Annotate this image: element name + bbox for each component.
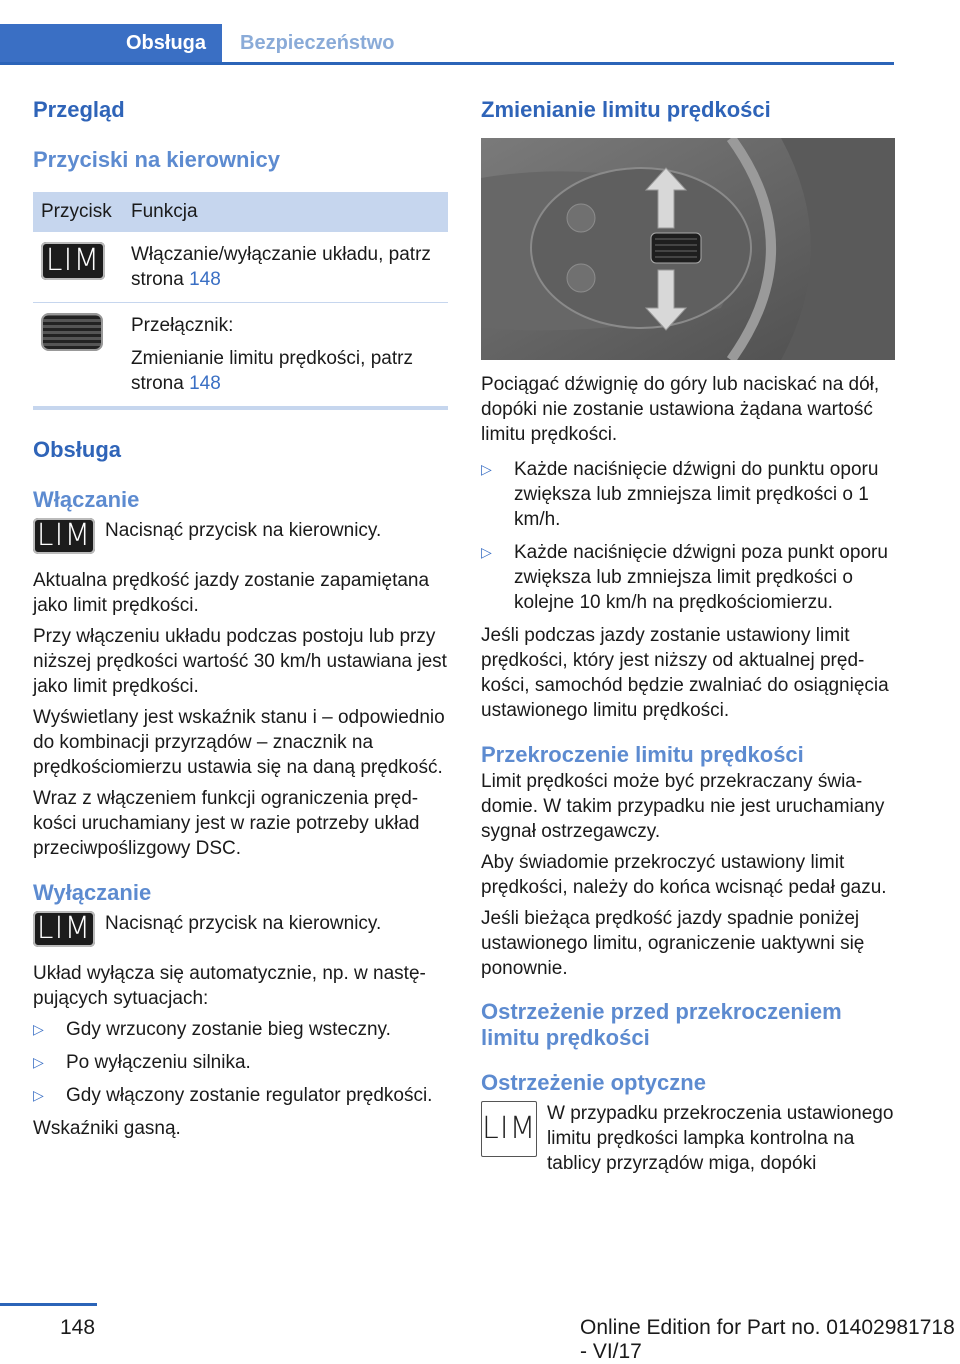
table-header-przycisk: Przycisk: [33, 192, 123, 232]
heading-wlaczanie: Włączanie: [33, 487, 140, 512]
table-header-funkcja: Funkcja: [123, 192, 448, 232]
heading-przeglad: Przegląd: [33, 97, 125, 122]
row1-page-link[interactable]: 148: [189, 269, 221, 290]
list-item: ▷ Każde naciśnięcie dźwigni do punktu oporu zwiększa lub zmniejsza limit prędkości o 1 km/h.: [481, 457, 895, 532]
tab-bezpieczenstwo[interactable]: Bezpieczeństwo: [240, 32, 395, 54]
right-column: [481, 96, 895, 1176]
section-tabs: [0, 24, 894, 65]
optyczne-instruction: [481, 1101, 895, 1176]
heading-zmienianie: Zmienianie limitu prędkości: [481, 97, 771, 122]
heading-ostrzezenie: Ostrzeżenie przed przekroczeniem limitu prędkości: [481, 999, 842, 1050]
heading-przyciski: Przyciski na kierownicy: [33, 147, 281, 172]
buttons-table: [33, 192, 448, 410]
paragraph: Limit prędkości może być przekraczany świadomie. W takim przypadku nie jest uruchamiany sygnał ostrzegawczy.: [481, 771, 885, 842]
bullet-list: [33, 1017, 448, 1108]
row2-text: Zmienianie limitu prędkości, patrz strona: [131, 348, 413, 394]
page-number: 148: [60, 1316, 96, 1339]
paragraph: Jeśli bieżąca prędkość jazdy spadnie poniżej ustawionego limitu, ograniczenie uaktywni się ponownie.: [481, 908, 865, 979]
paragraph: Wraz z włączeniem funkcji ograniczenia prędkości uruchamiany jest w razie potrzeby układ przeciwpoślizgowy DSC.: [33, 788, 420, 859]
optyczne-text: W przypadku przekroczenia ustawionego limitu prędkości lampka kontrolna na tablicy przyrządów miga, dopóki: [547, 1103, 894, 1174]
paragraph: Aby świadomie przekroczyć ustawiony limit prędkości, należy do końca wcisnąć pedał gazu.: [481, 852, 887, 898]
paragraph: Jeśli podczas jazdy zostanie ustawiony limit prędkości, który jest niższy od aktualnej prędkości, samochód będzie zwalniać do osiągnięcia ustawionego limitu prędkości.: [481, 625, 889, 721]
paragraph: Wskaźniki gasną.: [33, 1118, 181, 1139]
paragraph: Wyświetlany jest wskaźnik stanu i – odpowiednio do kombinacji przyrządów – znacznik na prędkościomierzu ustawia się na daną prędkość.: [33, 707, 445, 778]
row2-page-link[interactable]: 148: [189, 373, 221, 394]
list-item: ▷ Gdy włączony zostanie regulator prędkości.: [33, 1083, 448, 1108]
rocker-switch-icon: [41, 313, 103, 351]
heading-obsluga: Obsługa: [33, 437, 122, 462]
row2-title: Przełącznik:: [131, 315, 234, 336]
wylaczanie-instruction: [33, 911, 448, 947]
footer-rule: [0, 1303, 97, 1306]
steering-wheel-illustration: [481, 138, 895, 360]
steering-wheel-photo: [481, 138, 895, 360]
paragraph: Układ wyłącza się automatycznie, np. w następujących sytuacjach:: [33, 963, 426, 1009]
bullet-list: [481, 457, 895, 615]
edition-note: Online Edition for Part no. 01402981718 - VI/17: [580, 1316, 955, 1363]
heading-optyczne: Ostrzeżenie optyczne: [481, 1070, 706, 1095]
lim-button-icon: LIM: [41, 242, 105, 280]
paragraph: Przy włączeniu układu podczas postoju lub przy niższej prędkości wartość 30 km/h ustawiana jest jako limit prędkości.: [33, 626, 447, 697]
tab-obsluga[interactable]: Obsługa: [0, 24, 222, 62]
row1-text: Włączanie/wyłączanie układu, patrz strona: [131, 244, 431, 290]
table-row: [33, 232, 448, 303]
left-column: [33, 96, 448, 1147]
list-item: ▷ Po wyłączeniu silnika.: [33, 1050, 448, 1075]
heading-przekroczenie: Przekroczenie limitu prędkości: [481, 742, 804, 767]
table-row: [33, 303, 448, 409]
heading-wylaczanie: Wyłączanie: [33, 880, 152, 905]
wylaczanie-text: Nacisnąć przycisk na kierownicy.: [105, 913, 382, 934]
lim-button-icon: LIM: [33, 518, 95, 554]
list-item: ▷ Gdy wrzucony zostanie bieg wsteczny.: [33, 1017, 448, 1042]
lim-button-icon: LIM: [33, 911, 95, 947]
lim-warning-light-icon: LIM: [481, 1101, 537, 1157]
paragraph: Aktualna prędkość jazdy zostanie zapamiętana jako limit prędkości.: [33, 570, 430, 616]
list-item: ▷ Każde naciśnięcie dźwigni poza punkt oporu zwiększa lub zmniejsza limit prędkości o kolejne 10 km/h na prędkościomierzu.: [481, 540, 895, 615]
paragraph: Pociągać dźwignię do góry lub naciskać na dół, dopóki nie zostanie ustawiona żądana wartość limitu prędkości.: [481, 374, 880, 445]
wlaczanie-text: Nacisnąć przycisk na kierownicy.: [105, 520, 382, 541]
wlaczanie-instruction: [33, 518, 448, 554]
